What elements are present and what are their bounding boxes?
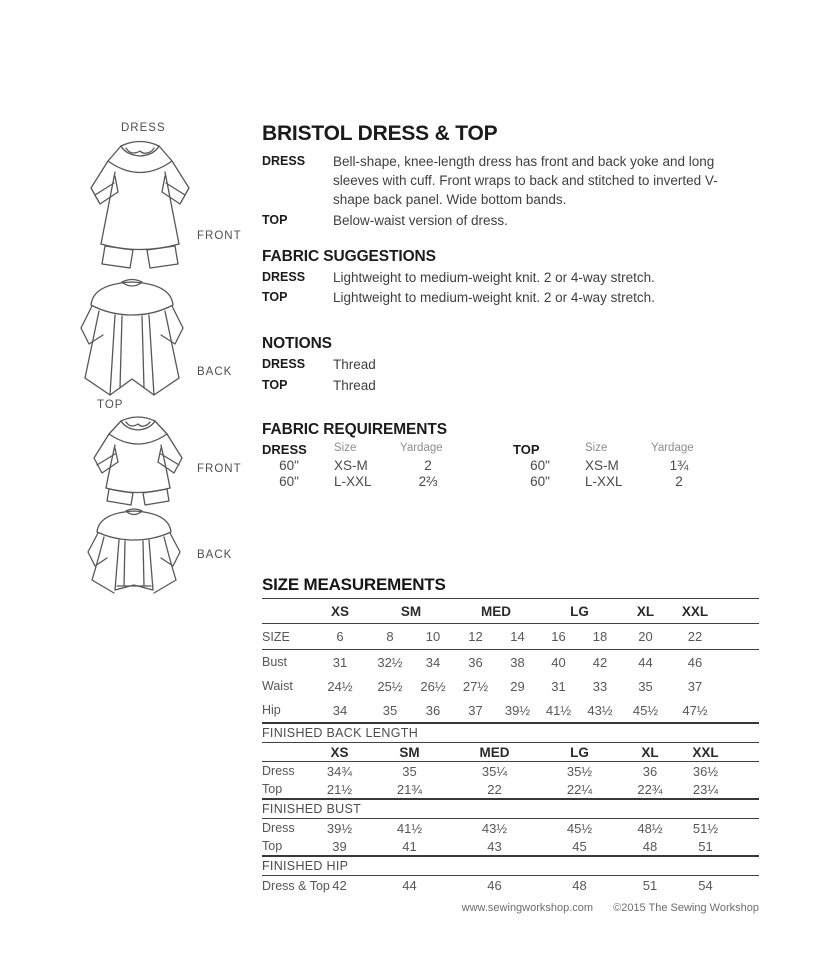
notions-dress-text: Thread <box>333 357 376 373</box>
notions-dress-row <box>262 356 758 375</box>
fabric-suggestion-top-row <box>262 289 758 308</box>
fabric-suggestion-dress-label: DRESS <box>262 269 306 284</box>
dress-illustration-heading: DRESS <box>121 122 166 134</box>
top-description-text: Below-waist version of dress. <box>333 212 508 228</box>
finished-size-header-row: XS SM MED LG XL XXL <box>262 743 759 762</box>
size-measurements-table <box>262 598 759 724</box>
page-title: BRISTOL DRESS & TOP <box>262 122 498 145</box>
fr-cell: 60" <box>530 458 550 474</box>
finished-bust-table <box>262 819 759 857</box>
notions-top-text: Thread <box>333 378 376 394</box>
top-description-row <box>262 212 758 231</box>
footer-website: www.sewingworkshop.com <box>461 902 594 915</box>
fabric-requirements-heading: FABRIC REQUIREMENTS <box>262 421 447 439</box>
content-column <box>262 116 758 914</box>
top-back-illustration <box>84 506 184 596</box>
size-number-row: SIZE 6 8 10 12 14 16 18 20 22 <box>262 624 759 650</box>
hip-row: Hip 34 35 36 37 39½ 41½ 43½ 45½ 47½ <box>262 698 759 723</box>
fr-cell: 2 <box>424 458 432 474</box>
size-group-sm: SM <box>400 604 422 620</box>
fr-cell: L-XXL <box>334 474 372 490</box>
notions-heading: NOTIONS <box>262 335 332 353</box>
finished-hip-table <box>262 876 759 895</box>
size-measurements-heading: SIZE MEASUREMENTS <box>262 575 446 595</box>
finished-back-length-table <box>262 743 759 800</box>
dress-back-view-label: BACK <box>197 366 233 378</box>
fr-dress-garment-label: DRESS <box>262 442 307 458</box>
bust-row: Bust 31 32½ 34 36 38 40 42 44 46 <box>262 654 703 670</box>
fabric-suggestion-top-text: Lightweight to medium-weight knit. 2 or 4-way stretch. <box>333 290 655 306</box>
dress-front-view-label: FRONT <box>197 230 242 242</box>
dress-description-text: Bell-shape, knee-length dress has front and back yoke and long sleeves with cuff. Front wraps to back and stitched to inverted V-shape back panel. Wide bottom bands. <box>333 154 718 207</box>
fr-top-size-header: Size <box>585 442 608 455</box>
fr-cell: 2 <box>675 474 683 490</box>
top-front-view-label: FRONT <box>197 463 242 475</box>
fr-top-yardage-header: Yardage <box>651 442 694 455</box>
dress-description-row <box>262 153 758 210</box>
size-group-med: MED <box>481 604 511 620</box>
top-front-illustration <box>88 412 188 506</box>
size-group-xs: XS <box>330 604 349 620</box>
footer-copyright: ©2015 The Sewing Workshop <box>613 902 759 915</box>
finished-back-length-heading: FINISHED BACK LENGTH <box>262 724 759 743</box>
fr-cell: 2⅔ <box>418 474 438 490</box>
dress-front-illustration <box>84 136 196 270</box>
waist-row: Waist 24½ 25½ 26½ 27½ 29 31 33 35 37 <box>262 678 703 694</box>
fbl-top-row: Top 21½ 21¾ 22 22¼ 22¾ 23¼ <box>262 780 759 799</box>
fr-cell: 60" <box>279 458 299 474</box>
dress-back-illustration <box>76 276 188 402</box>
fr-cell: 60" <box>279 474 299 490</box>
fabric-suggestion-dress-text: Lightweight to medium-weight knit. 2 or 4-way stretch. <box>333 269 655 285</box>
footer <box>262 902 759 914</box>
fabric-suggestion-dress-row <box>262 269 758 288</box>
finished-hip-heading: FINISHED HIP <box>262 857 759 876</box>
dress-description-label: DRESS <box>262 154 306 168</box>
fr-cell: XS-M <box>334 458 368 474</box>
top-back-view-label: BACK <box>197 549 233 561</box>
size-group-header-row <box>262 599 759 624</box>
size-group-xxl: XXL <box>681 604 709 620</box>
fr-top-garment-label: TOP <box>513 442 540 458</box>
notions-top-row <box>262 377 758 396</box>
fabric-suggestions-heading: FABRIC SUGGESTIONS <box>262 247 436 265</box>
size-group-xl: XL <box>636 604 655 620</box>
fr-dress-yardage-header: Yardage <box>400 442 443 455</box>
fabric-requirements-tables <box>262 442 758 489</box>
notions-dress-label: DRESS <box>262 357 306 372</box>
fh-dress-top-row: Dress & Top 42 44 46 48 51 54 <box>262 878 713 894</box>
size-group-lg: LG <box>570 604 589 620</box>
fabric-requirements-top-table <box>513 442 729 489</box>
top-illustration-heading: TOP <box>97 399 124 411</box>
fr-cell: L-XXL <box>585 474 623 490</box>
fr-cell: XS-M <box>585 458 619 474</box>
fbl-dress-row: Dress 34¾ 35 35¼ 35½ 36 36½ <box>262 763 719 779</box>
fr-dress-size-header: Size <box>334 442 357 455</box>
fr-cell: 1¾ <box>669 458 689 474</box>
fr-cell: 60" <box>530 474 550 490</box>
fb-dress-row: Dress 39½ 41½ 43½ 45½ 48½ 51½ <box>262 820 719 836</box>
finished-bust-heading: FINISHED BUST <box>262 800 759 819</box>
fb-top-row: Top 39 41 43 45 48 51 <box>262 837 759 856</box>
fabric-suggestion-top-label: TOP <box>262 290 288 305</box>
notions-top-label: TOP <box>262 378 288 393</box>
top-description-label: TOP <box>262 212 288 227</box>
fabric-requirements-dress-table <box>262 442 478 489</box>
